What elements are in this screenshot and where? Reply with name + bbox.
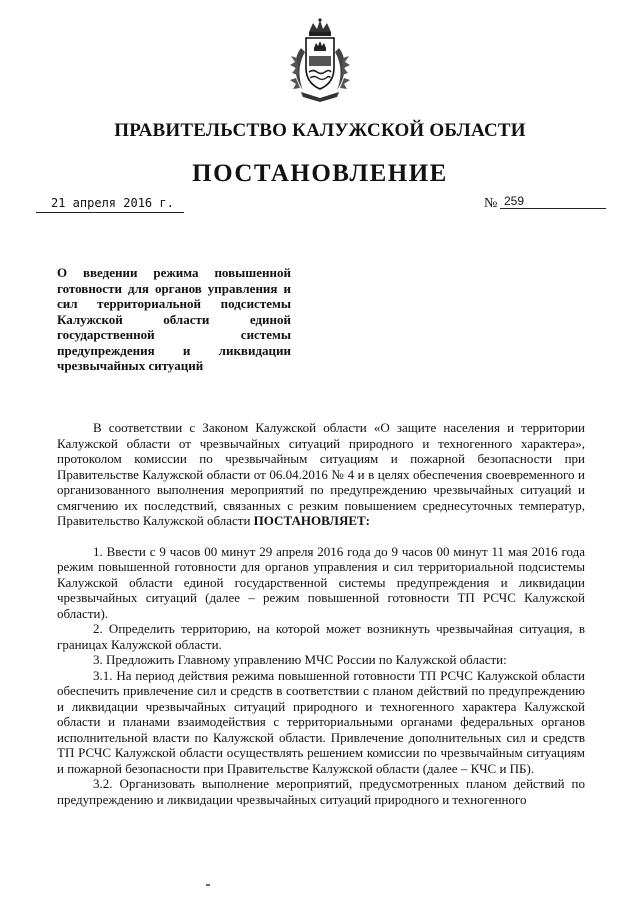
document-subject: О введении режима повышенной готовности для органов управления и сил территориальной подсистемы Калужской области единой государственной системы предупреждения и ликвидации чрезвычайных ситуаций [57,265,291,373]
document-body [57,420,585,807]
clause-3-1: 3.1. На период действия режима повышенной готовности ТП РСЧС Калужской области обеспечить привлечение сил и средств в соответствии с планом действий по предупреждению и ликвидации чрезвычайных ситуаций природного и техногенного характера Калужской области и планами взаимодействия с территориальными органами федеральных органов исполнительной власти по Калужской области. Привлечение дополнительных сил и средств ТП РСЧС Калужской области осуществлять решением комиссии по чрезвычайным ситуациям и пожарной безопасности при Правительстве Калужской области (далее – КЧС и ПБ). [57,667,585,776]
document-date: 21 апреля 2016 г. [51,196,174,210]
number-label: № [484,196,498,211]
clause-3: 3. Предложить Главному управлению МЧС России по Калужской области: [93,652,507,667]
clause-2: 2. Определить территорию, на которой может возникнуть чрезвычайная ситуация, в границах Калужской области. [57,621,585,652]
scan-speck [206,884,210,886]
organization-name: ПРАВИТЕЛЬСТВО КАЛУЖСКОЙ ОБЛАСТИ [114,120,526,141]
clause-1: 1. Ввести с 9 часов 00 минут 29 апреля 2016 года до 9 часов 00 минут 11 мая 2016 года режим повышенной готовности для органов управления и сил территориальной подсистемы Калужской области единой государственной системы предупреждения и ликвидации чрезвычайных ситуаций (далее – режим повышенной готовности ТП РСЧС Калужской области). [57,543,585,621]
clause-3-2: 3.2. Организовать выполнение мероприятий, предусмотренных планом действий по предупреждению и ликвидации чрезвычайных ситуаций природного и техногенного [57,776,585,807]
number-underline [500,208,606,209]
document-type-title: ПОСТАНОВЛЕНИЕ [192,160,448,187]
preamble-paragraph [57,420,585,529]
kaluga-coat-of-arms-icon [287,18,353,102]
document-number: 259 [504,194,525,208]
decree-word: ПОСТАНОВЛЯЕТ: [253,513,370,528]
preamble-text: В соответствии с Законом Калужской области «О защите населения и территории Калужской области от чрезвычайных ситуаций природного и техногенного характера», протоколом комиссии по чрезвычайным ситуациям и пожарной безопасности при Правительстве Калужской области от 06.04.2016 № 4 и в целях обеспечения своевременного и организованного выполнения мероприятий по предупреждению чрезвычайных ситуаций и смягчению их последствий, связанных с резким повышением среднесуточных температур, Правительство Калужской области [57,420,585,528]
